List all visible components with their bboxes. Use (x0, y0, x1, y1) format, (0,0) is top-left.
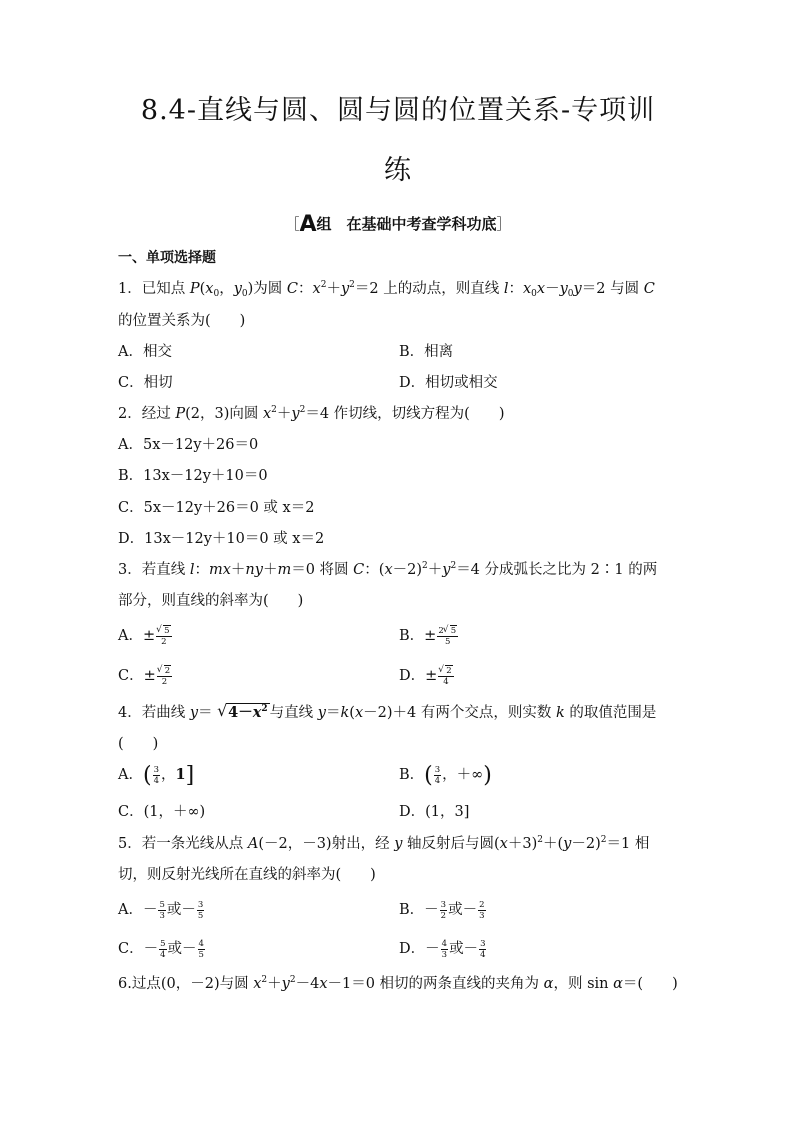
question-1-stem-continued: 的位置关系为( ) (118, 313, 246, 329)
q2-option-c[interactable]: C．5x－12y＋26＝0 或 x＝2 (118, 500, 315, 516)
question-5-stem: 5．若一条光线从点 A(－2，－3)射出，经 y 轴反射后与圆$(x+3)^2+(y-2)^2=1$ 相 (118, 835, 650, 852)
page-title-continued: 练 (384, 155, 412, 186)
q4-option-d[interactable]: D．(1，3] (399, 804, 470, 820)
q1-option-a[interactable]: A．相交 (118, 344, 172, 360)
q5-option-b[interactable]: B．－ $\frac{3}{2}$ 或－ $\frac{2}{3}$ (399, 899, 485, 921)
q1-option-d[interactable]: D．相切或相交 (399, 375, 498, 391)
q3-option-d[interactable]: D．± √ $\frac{2}{4}$ (399, 665, 455, 687)
q2-option-d[interactable]: D．13x－12y＋10＝0 或 x＝2 (118, 531, 325, 547)
q1-option-b[interactable]: B．相离 (399, 344, 454, 360)
group-label: 组 (316, 215, 332, 233)
q3-option-b[interactable]: B．± $\frac{2√ 5}{5}$ (399, 625, 459, 647)
q2-option-b[interactable]: B．13x－12y＋10＝0 (118, 468, 268, 484)
question-1-stem: 1．已知点 $P(x_0$，$y_0$)为圆 C：$x^2+y^2=2$ 上的动点，则直线 l：$x_0x-y_0y=2$ 与圆 C (118, 280, 655, 299)
section-heading: 一、单项选择题 (118, 250, 216, 266)
q4-option-b[interactable]: B．( $\frac{3}{4}$ ，＋∞) (399, 763, 492, 788)
banner-close-bracket: ］ (496, 215, 512, 233)
q1-option-c[interactable]: C．相切 (118, 375, 173, 391)
group-a-badge: A (299, 212, 317, 237)
question-6-stem: 6.过点(0，－2)与圆 $x^2+y^2-4x-1=0$ 相切的两条直线的夹角为 α，则 sin α＝( ) (118, 975, 678, 992)
page-title: 8.4-直线与圆、圆与圆的位置关系-专项训 (140, 95, 656, 126)
q2-option-a[interactable]: A．5x－12y＋26＝0 (118, 437, 259, 453)
question-2-stem: 2．经过 P(2，3)向圆 $x^2+y^2=4$ 作切线，切线方程为( ) (118, 405, 505, 422)
q5-option-c[interactable]: C．－ $\frac{5}{4}$ 或－ $\frac{4}{5}$ (118, 938, 204, 960)
q4-option-c[interactable]: C．(1，＋∞) (118, 804, 206, 820)
banner-text: 在基础中考查学科功底 (346, 215, 497, 233)
q4-option-a[interactable]: A．( $\frac{3}{4}$ ，1] (118, 763, 195, 788)
banner-open-bracket: ［ (284, 215, 300, 233)
question-3-stem: 3．若直线 l：mx＋ny＋m＝0 将圆 C：$(x-2)^2+y^2=4$ 分成弧长之比为 2∶1 的两 (118, 561, 658, 578)
q3-option-a[interactable]: A．± √ $\frac{5}{2}$ (118, 625, 173, 647)
q5-option-a[interactable]: A．－ $\frac{5}{3}$ 或－ $\frac{3}{5}$ (118, 899, 204, 921)
question-5-stem-continued: 切，则反射光线所在直线的斜率为( ) (118, 867, 376, 883)
q5-option-d[interactable]: D．－ $\frac{4}{3}$ 或－ $\frac{3}{4}$ (399, 938, 486, 960)
question-3-stem-continued: 部分，则直线的斜率为( ) (118, 593, 304, 609)
question-4-stem: 4．若曲线 y＝ √ $4-x^2$ 与直线 y＝k(x－2)＋4 有两个交点，则实数 k 的取值范围是 (118, 702, 656, 724)
q3-option-c[interactable]: C．± √ $\frac{2}{2}$ (118, 665, 173, 687)
question-4-stem-continued: ( ) (118, 736, 159, 752)
group-banner (118, 212, 678, 237)
